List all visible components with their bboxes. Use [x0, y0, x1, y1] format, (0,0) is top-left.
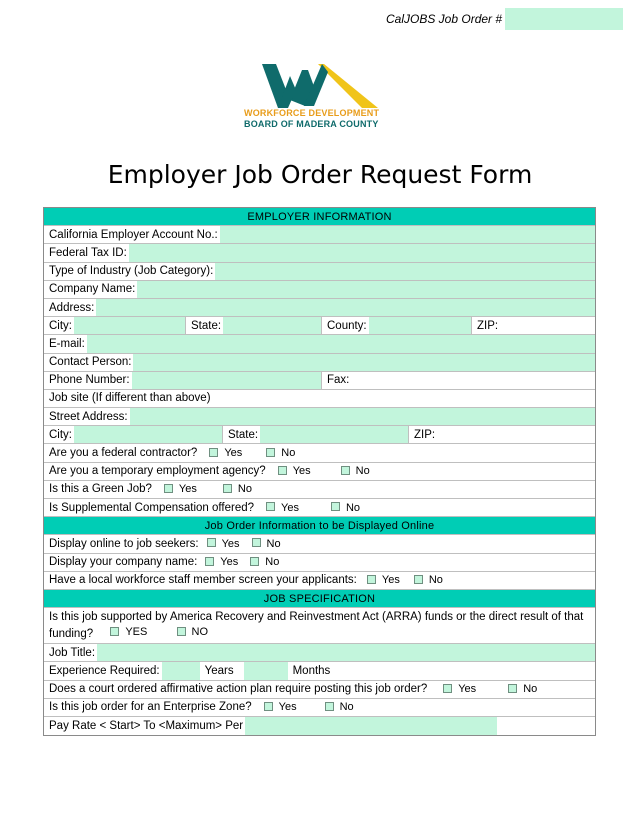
row-industry — [44, 263, 595, 281]
label-screen-applicants: Have a local workforce staff member screen your applicants: — [49, 574, 357, 587]
option-no-label: NO — [191, 626, 209, 639]
option-no-label: No — [339, 701, 354, 714]
city-field[interactable] — [74, 317, 185, 334]
option-yes-label: YES — [125, 626, 148, 639]
row-tax-id — [44, 244, 595, 262]
section-header-spec: JOB SPECIFICATION — [44, 590, 595, 608]
row-experience — [44, 662, 595, 680]
row-phone-fax — [44, 372, 595, 390]
cell-phone — [44, 372, 322, 389]
option-no-label: No — [523, 683, 538, 696]
screen-applicants-no-checkbox[interactable] — [414, 575, 423, 584]
option-no — [414, 574, 443, 586]
option-yes — [367, 574, 400, 586]
street-address-field[interactable] — [130, 408, 595, 425]
option-yes-label: Yes — [381, 574, 400, 587]
option-yes — [266, 502, 299, 514]
row-enterprise-zone — [44, 699, 595, 717]
option-no-label: No — [428, 574, 443, 587]
label-zip: ZIP: — [477, 319, 499, 332]
industry-field[interactable] — [215, 263, 595, 280]
label-affirmative: Does a court ordered affirmative action plan require posting this job order? — [49, 683, 428, 696]
label-tax-id: Federal Tax ID: — [49, 246, 127, 259]
green-job-no-checkbox[interactable] — [223, 484, 232, 493]
option-yes — [205, 556, 238, 568]
row-temp-agency — [44, 463, 595, 481]
option-no — [252, 538, 281, 550]
tax-id-field[interactable] — [129, 244, 595, 261]
label-fax: Fax: — [327, 374, 350, 387]
row-company — [44, 281, 595, 299]
label-pay-rate: Pay Rate < Start> To <Maximum> Per — [49, 719, 244, 732]
federal-contractor-no-checkbox[interactable] — [266, 448, 275, 457]
row-job-title — [44, 644, 595, 662]
label-enterprise-zone: Is this job order for an Enterprise Zone? — [49, 701, 252, 714]
job-order-label: CalJOBS Job Order # — [386, 12, 503, 26]
row-job-site — [44, 390, 595, 408]
phone-field[interactable] — [132, 372, 321, 389]
cell-city — [44, 317, 186, 334]
display-company-no-checkbox[interactable] — [250, 557, 259, 566]
experience-years-field[interactable] — [162, 662, 200, 679]
screen-applicants-yes-checkbox[interactable] — [367, 575, 376, 584]
row-affirmative — [44, 681, 595, 699]
city2-field[interactable] — [74, 426, 222, 443]
section-header-employer: EMPLOYER INFORMATION — [44, 208, 595, 226]
option-no — [341, 465, 370, 477]
federal-contractor-yes-checkbox[interactable] — [209, 448, 218, 457]
email-field[interactable] — [87, 335, 595, 352]
label-experience: Experience Required: — [49, 664, 160, 677]
option-no — [223, 483, 252, 495]
cell-zip — [472, 317, 500, 334]
account-no-field[interactable] — [220, 226, 595, 243]
label-arra: Is this job supported by America Recovery and Reinvestment Act (ARRA) funds or the direct result of that funding? — [49, 611, 584, 641]
label-city2: City: — [49, 428, 72, 441]
label-job-site: Job site (If different than above) — [49, 392, 211, 405]
cell-state — [186, 317, 322, 334]
row-pay-rate — [44, 717, 595, 735]
county-field[interactable] — [369, 317, 471, 334]
label-email: E-mail: — [49, 337, 85, 350]
page-title: Employer Job Order Request Form — [107, 160, 533, 189]
arra-question — [44, 608, 595, 644]
label-federal-contractor: Are you a federal contractor? — [49, 447, 198, 460]
option-yes-label: Yes — [292, 465, 311, 478]
temp-agency-yes-checkbox[interactable] — [278, 466, 287, 475]
option-yes — [264, 701, 297, 713]
wdb-logo-icon — [244, 62, 398, 108]
label-county: County: — [327, 319, 367, 332]
option-yes-label: Yes — [278, 701, 297, 714]
label-phone: Phone Number: — [49, 374, 130, 387]
affirmative-no-checkbox[interactable] — [508, 684, 517, 693]
cell-city2 — [44, 426, 223, 443]
job-order-form — [43, 207, 596, 736]
option-no — [177, 625, 209, 640]
label-state: State: — [191, 319, 222, 332]
row-arra — [44, 608, 595, 644]
org-name-line1: WORKFORCE DEVELOPMENT — [244, 108, 380, 118]
row-screen-applicants — [44, 572, 595, 590]
display-seekers-no-checkbox[interactable] — [252, 538, 261, 547]
option-no — [325, 701, 354, 713]
label-job-title: Job Title: — [49, 646, 96, 659]
option-no — [331, 502, 360, 514]
arra-no-checkbox[interactable] — [177, 627, 186, 636]
row-address — [44, 299, 595, 317]
section-header-online: Job Order Information to be Displayed Online — [44, 517, 595, 535]
row-display-company — [44, 554, 595, 572]
row-green-job — [44, 481, 595, 499]
option-no — [508, 683, 537, 695]
supp-comp-no-checkbox[interactable] — [331, 502, 340, 511]
option-yes — [278, 465, 311, 477]
option-no-label: No — [281, 447, 296, 460]
row-contact — [44, 354, 595, 372]
enterprise-zone-no-checkbox[interactable] — [325, 702, 334, 711]
row-city-state-county-zip — [44, 317, 595, 335]
label-contact: Contact Person: — [49, 356, 132, 369]
experience-months-field[interactable] — [244, 662, 288, 679]
contact-person-field[interactable] — [133, 354, 595, 371]
option-no-label: No — [237, 483, 252, 496]
option-yes-label: Yes — [281, 501, 299, 514]
company-name-field[interactable] — [137, 281, 595, 298]
job-order-header — [386, 8, 623, 30]
label-years: Years — [204, 664, 234, 677]
cell-state2 — [223, 426, 409, 443]
option-yes-label: Yes — [178, 483, 197, 496]
org-logo — [244, 62, 398, 130]
row-supp-comp — [44, 499, 595, 517]
option-no-label: No — [265, 556, 280, 569]
label-state2: State: — [228, 428, 259, 441]
job-title-field[interactable] — [97, 644, 595, 661]
label-green-job: Is this a Green Job? — [49, 483, 152, 496]
option-no-label: No — [345, 501, 361, 514]
option-yes-label: Yes — [221, 537, 240, 550]
option-yes-label: Yes — [220, 556, 239, 569]
option-no — [266, 447, 295, 459]
address-field[interactable] — [96, 299, 595, 316]
org-name-line2: BOARD OF MADERA COUNTY — [244, 119, 379, 129]
row-display-seekers — [44, 535, 595, 553]
display-seekers-yes-checkbox[interactable] — [207, 538, 216, 547]
row-federal-contractor — [44, 444, 595, 462]
arra-yes-checkbox[interactable] — [110, 627, 119, 636]
row-city-state-zip — [44, 426, 595, 444]
option-yes-label: Yes — [458, 683, 477, 696]
label-company: Company Name: — [49, 283, 136, 296]
label-display-company: Display your company name: — [49, 556, 198, 569]
label-city: City: — [49, 319, 72, 332]
option-yes-label: Yes — [224, 447, 243, 460]
label-zip2: ZIP: — [414, 428, 436, 441]
supp-comp-yes-checkbox[interactable] — [266, 502, 275, 511]
option-no — [250, 556, 279, 568]
label-temp-agency: Are you a temporary employment agency? — [49, 465, 266, 478]
option-yes — [443, 683, 476, 695]
option-yes — [110, 625, 147, 640]
state2-field[interactable] — [260, 426, 408, 443]
job-order-number-field[interactable] — [505, 8, 623, 30]
temp-agency-no-checkbox[interactable] — [341, 466, 350, 475]
row-account-no — [44, 226, 595, 244]
state-field[interactable] — [223, 317, 321, 334]
option-no-label: No — [355, 465, 370, 478]
label-account-no: California Employer Account No.: — [49, 228, 218, 241]
label-street: Street Address: — [49, 410, 128, 423]
option-no-label: No — [266, 537, 281, 550]
row-street — [44, 408, 595, 426]
label-supp-comp: Is Supplemental Compensation offered? — [49, 501, 255, 514]
green-job-yes-checkbox[interactable] — [164, 484, 173, 493]
cell-zip2 — [409, 426, 437, 443]
option-yes — [164, 483, 197, 495]
label-industry: Type of Industry (Job Category): — [49, 265, 214, 278]
cell-county — [322, 317, 472, 334]
affirmative-yes-checkbox[interactable] — [443, 684, 452, 693]
label-months: Months — [292, 664, 331, 677]
display-company-yes-checkbox[interactable] — [205, 557, 214, 566]
row-email — [44, 335, 595, 353]
enterprise-zone-yes-checkbox[interactable] — [264, 702, 273, 711]
option-yes — [207, 538, 240, 550]
pay-rate-field[interactable] — [245, 717, 497, 735]
label-display-seekers: Display online to job seekers: — [49, 537, 199, 550]
cell-fax — [322, 372, 351, 389]
label-address: Address: — [49, 301, 95, 314]
option-yes — [209, 447, 242, 459]
